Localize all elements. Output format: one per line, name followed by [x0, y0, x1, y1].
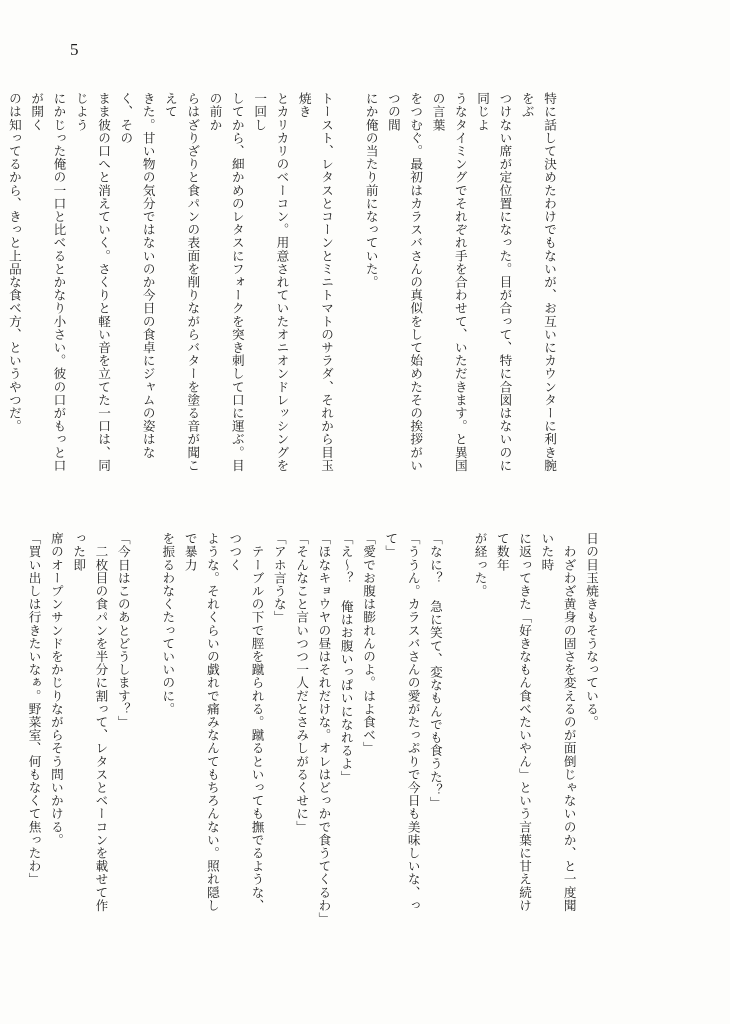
text-line: 「ほなキョウヤの昼はそれだけな。オレはどっかで食うてくるわ」 [316, 532, 332, 925]
text-line: 「そんなこと言いつつ一人だとさみしがるくせに」 [294, 532, 310, 834]
text-line: うなタイミングでそれぞれ手を合わせて、いただきます。と異国の言葉 [430, 92, 468, 472]
blank-line [337, 92, 359, 484]
blank-line [446, 532, 468, 924]
upper-text-block [6, 92, 560, 484]
text-line: にか俺の当たり前になっていた。 [363, 92, 379, 289]
text-line: 日の目玉焼きもそうなっている。 [584, 532, 599, 729]
text-line: テーブルの下で脛を蹴られる。蹴るといっても撫でるような、つつく [227, 532, 265, 912]
text-line: 「なに？ 急に笑て、変なもんでも食うた？」 [427, 532, 443, 810]
text-line: 「アホ言うな」 [271, 532, 287, 624]
text-line: まま彼の口へと消えていく。さくりと軽い音を立てた一口は、同じよう [73, 92, 112, 472]
text-line: つけない席が定位置になった。目が合って、特に合図はないのに同じよ [475, 92, 513, 472]
text-line: をつむぐ。最初はカラスバさんの真似をして始めたその挨拶がいつの間 [385, 92, 424, 472]
text-line: 席のオープンサンドをかじりながらそう問いかける。 [48, 532, 64, 847]
text-line: 二枚目の食パンを半分に割って、レタスとベーコンを載せて作った即 [71, 532, 109, 912]
text-line: 「ううん。カラスバさんの愛がたっぷりで今日も美味しいな、って」 [383, 532, 421, 912]
text-line: らはざりざりと食パンの表面を削りながらバターを塗る音が聞こえて [162, 92, 201, 472]
page-number: 5 [70, 40, 79, 59]
text-line: 「愛でお腹は膨れんのよ。はよ食べ」 [361, 532, 377, 755]
blank-line [134, 532, 156, 924]
text-line: してから、細かめのレタスにフォークを突き刺して口に運ぶ。目の前か [207, 92, 245, 472]
text-line: きた。甘い物の気分ではないのか今日の食卓にジャムの姿はなく、その [118, 92, 156, 459]
text-line: 「買い出しは行きたいなぁ。野菜室、何もなくて焦ったわ」 [26, 532, 42, 886]
text-line: を振るわなくたっていいのに。 [160, 532, 176, 716]
text-line: が経った。 [472, 532, 488, 598]
text-line: トースト、レタスとコーンとミニトマトのサラダ、それから目玉焼き [296, 92, 335, 472]
text-line: とカリカリのベーコン。用意されていたオニオンドレッシングを一回し [252, 92, 290, 472]
text-line: ような。それくらいの戯れで痛みなんてもちろんない。照れ隠しで暴力 [182, 532, 220, 912]
text-line: 「今日はこのあとどうします？」 [115, 532, 131, 729]
text-line: のは知ってるから、きっと上品な食べ方、というやつだ。 [6, 92, 22, 433]
text-line: 特に話して決めたわけでもないが、お互いにカウンターに利き腕をぶ [519, 92, 557, 472]
text-line: わざわざ黄身の固さを変えるのが面倒じゃないのか、と一度聞いた時 [539, 532, 577, 912]
text-line: 「え〜？ 俺はお腹いっぱいになれるよ」 [338, 532, 354, 784]
text-line: に返ってきた「好きなもん食べたいやん」という言葉に甘え続けて数年 [494, 532, 533, 912]
lower-text-block [26, 532, 602, 925]
text-line: にかじった俺の一口と比べるとかなり小さい。彼の口がもっと口が開く [29, 92, 67, 472]
